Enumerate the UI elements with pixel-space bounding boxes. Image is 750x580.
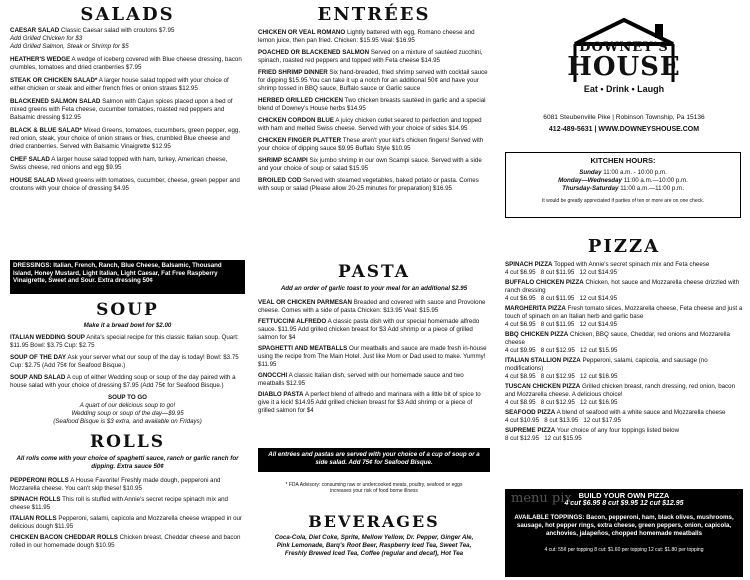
item-description: Chicken breast, Cheddar cheese and bacon rolled in our homemade dough $10.95 — [10, 534, 241, 549]
rolls-heading: ROLLS — [89, 432, 166, 452]
item-description: These aren't your kid's chicken fingers! Served with your choice of dipping sauce $9.95 Buffalo Style $10.95 — [258, 137, 484, 152]
item-description: Your choice of any four toppings listed below — [556, 427, 680, 434]
item-description: Fresh tomato slices, Mozzarella cheese, Feta cheese and just a touch of spinach on an Italian herb and garlic base — [505, 305, 743, 320]
item-name: CHEF SALAD — [10, 156, 50, 163]
menu-item — [505, 331, 743, 355]
menu-item — [258, 391, 490, 415]
item-description: Classic Caesar salad with croutons $7.95 — [60, 27, 175, 34]
menu-item — [258, 177, 490, 193]
item-description: A House Favorite! Freshly made dough, pepperoni and Mozzarella cheese. You can't skip these! $10.95 — [10, 477, 221, 492]
item-name: CHICKEN OR VEAL ROMANO — [258, 29, 346, 36]
item-name: FETTUCCINI ALFREDO — [258, 318, 327, 325]
item-prices: 4 cut $9.95 8 cut $12.95 12 cut $15.95 — [505, 347, 618, 354]
item-prices: 4 cut $6.95 8 cut $11.95 12 cut $14.95 — [505, 321, 618, 328]
item-name: BBQ CHICKEN PIZZA — [505, 331, 569, 338]
menu-item — [10, 534, 245, 550]
item-name: TUSCAN CHICKEN PIZZA — [505, 383, 581, 390]
menu-item — [505, 383, 743, 407]
pasta-list — [258, 299, 490, 415]
menu-item — [258, 137, 490, 153]
item-prices: 4 cut $10.95 8 cut $13.95 12 cut $17.95 — [505, 417, 621, 424]
rolls-section — [10, 432, 245, 553]
item-description: A wedge of iceberg covered with Blue cheese dressing, bacon crumbles, tomatoes and dried cranberries $7.95 — [10, 56, 242, 71]
byo-prices: 4 cut $6.95 8 cut $9.95 12 cut $12.95 — [564, 500, 684, 507]
item-name: ITALIAN ROLLS — [10, 515, 57, 522]
logo-tagline: Eat • Drink • Laugh — [583, 84, 665, 94]
item-name: FRIED SHRIMP DINNER — [258, 69, 328, 76]
item-name: HERBED GRILLED CHICKEN — [258, 97, 343, 104]
pizza-section — [505, 236, 743, 445]
item-name: CAESAR SALAD — [10, 27, 60, 34]
contact: 412-489-5631 | WWW.DOWNEYSHOUSE.COM — [548, 126, 700, 133]
soup-heading: SOUP — [96, 300, 159, 320]
rolls-note: All rolls come with your choice of spaghetti sauce, ranch or garlic ranch for dipping. Extra sauce 50¢ — [16, 455, 239, 470]
beverages-text: Coca-Cola, Diet Coke, Sprite, Mellow Yellow, Dr. Pepper, Ginger Ale, Pink Lemonade, Barq's Root Beer, Raspberry Iced Tea, Sweet Tea, Freshly Brewed Iced Tea, Coffee (regular and decaf), Hot Tea — [274, 534, 474, 557]
menu-item — [505, 357, 743, 381]
pizza-list — [505, 261, 743, 443]
item-description: A larger house salad topped with ham, turkey, American cheese, Swiss cheese, red onions and egg $9.95 — [10, 156, 228, 171]
item-name: ITALIAN STALLION PIZZA — [505, 357, 581, 364]
entrees-heading: ENTRÉES — [317, 4, 431, 25]
menu-item — [10, 354, 245, 370]
pasta-section — [258, 262, 490, 418]
item-name: CHICKEN CORDON BLUE — [258, 117, 334, 124]
item-description: A classic Italian dish, served with our homemade sauce and two meatballs $12.95 — [258, 372, 464, 387]
menu-item — [258, 372, 490, 388]
menu-item — [10, 177, 245, 193]
item-description: Chicken, hot sauce and Mozzarella cheese drizzled with ranch dressing — [505, 279, 740, 294]
hours-note: It would be greatly appreciated if parties of ten or more are on one check. — [541, 198, 705, 204]
item-prices: 8 cut $12.95 12 cut $15.95 — [505, 435, 582, 442]
menu-item — [258, 97, 490, 113]
item-description: Ask your server what our soup of the day is today! Bowl: $3.75 Cup: $2.75 (Add 75¢ for Seafood Bisque.) — [10, 354, 239, 369]
item-description: Served on a mixture of sautéed zucchini, spinach, roasted red peppers and topped with Feta cheese $14.95 — [258, 49, 483, 64]
beverages-heading: BEVERAGES — [308, 512, 440, 531]
hours-day: Sunday — [579, 169, 602, 176]
item-description: Served with steamed vegetables, baked potato or pasta. Comes with soup or salad (Please allow 20-25 minutes for preparation) $16.95 — [258, 177, 479, 192]
item-description: A blend of seafood with a white sauce and Mozzarella cheese — [556, 409, 726, 416]
menu-item — [10, 374, 245, 390]
item-description: Mixed Greens, tomatoes, cucumbers, green pepper, egg, red onion, steak, your choice of onion straws or fries, crumbled Blue cheese and dried cranberries. Served with Balsamic Vinaigrette $12.95 — [10, 127, 241, 150]
menu-item — [258, 49, 490, 65]
address: 6081 Steubenville Pike | Robinson Township, Pa 15136 — [543, 114, 705, 121]
hours-day: Monday—Wednesday — [558, 177, 622, 184]
menu-item — [10, 77, 245, 93]
hours-day: Thursday-Saturday — [562, 185, 619, 192]
menu-item — [505, 305, 743, 329]
item-description: Two chicken breasts sautéed in garlic and a special blend of Downey's House herbs $14.95 — [258, 97, 486, 112]
item-extra: Add Grilled Chicken for $3 Add Grilled Salmon, Steak or Shrimp for $5 — [10, 35, 129, 50]
item-description: A larger house salad topped with your choice of either chicken or steak and either french fries or onion straws $12.95 — [10, 77, 229, 92]
item-name: SEAFOOD PIZZA — [505, 409, 556, 416]
menu-item — [258, 299, 490, 315]
item-description: A classic pasta dish with our special homemade alfredo sauce. $11.95 Add grilled chicken breast for $3 Add shrimp or a piece of grilled salmon for $4 — [258, 318, 480, 341]
hours-time: 11:00 a.m.—10:00 p.m. — [623, 177, 688, 184]
item-prices: 4 cut $8.95 8 cut $12.95 12 cut $16.95 — [505, 399, 618, 406]
item-description: Grilled chicken breast, ranch dressing, red onion, bacon and Mozzarella cheese. A delicious choice! — [505, 383, 736, 398]
fda-advisory: * FDA Advisory: consuming raw or undercooked meats, poultry, seafood or eggs increases your risk of food borne illness — [285, 482, 463, 495]
topping-prices: 4 cut: 55¢ per topping 8 cut: $1.60 per topping 12 cut: $1.80 per topping — [544, 547, 704, 553]
beverages-section — [258, 512, 490, 558]
item-description: Chicken, BBQ sauce, Cheddar, red onions and Mozzarella cheese — [505, 331, 730, 346]
item-name: POACHED OR BLACKENED SALMON — [258, 49, 370, 56]
item-name: PEPPERONI ROLLS — [10, 477, 69, 484]
item-name: SUPREME PIZZA — [505, 427, 556, 434]
dressings-box — [10, 260, 245, 294]
item-name: BLACKENED SALMON SALAD — [10, 98, 101, 105]
item-name: SPINACH ROLLS — [10, 496, 61, 503]
salads-list — [10, 27, 245, 193]
menu-item — [258, 69, 490, 93]
menu-item — [505, 261, 743, 277]
item-name: SOUP AND SALAD — [10, 374, 66, 381]
item-description: Six jumbo shrimp in our own Scampi sauce. Served with a side and your choice of soup or salad $15.95 — [258, 157, 482, 172]
item-description: Mixed greens with tomatoes, cucumber, cheese, green pepper and croutons with your choice of dressing $4.95 — [10, 177, 240, 192]
toppings-text: AVAILABLE TOPPINGS: Bacon, pepperoni, ham, black olives, mushrooms, sausage, hot pepper rings, extra cheese, green peppers, onion, capicola, anchovies, jalapeños, chopped homemade meatballs — [514, 514, 734, 537]
menu-item — [10, 127, 245, 151]
build-your-own-box — [505, 489, 743, 577]
menu-item — [10, 27, 245, 51]
item-name: SPAGHETTI AND MEATBALLS — [258, 345, 348, 352]
menu-item — [10, 156, 245, 172]
menu-item — [10, 98, 245, 122]
hours-time: 11:00 a.m. - 10:00 p.m. — [603, 169, 667, 176]
menu-item — [10, 334, 245, 350]
pizza-heading: PIZZA — [587, 236, 661, 257]
item-description: Salmon with Cajun spices placed upon a bed of mixed greens with Feta cheese, cucumber tomatoes, roasted red peppers and Balsamic dressing $12.95 — [10, 98, 233, 121]
salads-heading: SALADS — [80, 4, 175, 25]
menu-item — [505, 427, 743, 443]
item-prices: 4 cut $6.95 8 cut $11.95 12 cut $14.95 — [505, 295, 618, 302]
menu-item — [10, 496, 245, 512]
salads-section — [10, 4, 245, 198]
item-name: HOUSE SALAD — [10, 177, 56, 184]
item-description: Our meatballs and sauce are made fresh in-house using the recipe from The Main Hotel. Just like Mom or Dad used to make. Yummy! $11.95 — [258, 345, 487, 368]
item-description: Pepperoni, salami, capicola and Mozzarella cheese wrapped in our delicious dough $11.95 — [10, 515, 243, 530]
item-description: A juicy chicken cutlet seared to perfection and topped with ham and melted Swiss cheese. Served with your choice of sides $14.95 — [258, 117, 482, 132]
item-name: SHRIMP SCAMPI — [258, 157, 308, 164]
byo-title: BUILD YOUR OWN PIZZA — [578, 491, 670, 500]
item-name: BLACK & BLUE SALAD* — [10, 127, 82, 134]
pasta-heading: PASTA — [338, 262, 410, 282]
item-description: Lightly battered with egg, Romano cheese and lemon juice, then pan fried. Chicken: $15.95 Veal: $16.95 — [258, 29, 475, 44]
item-description: Breaded and covered with sauce and Provolone cheese. Comes with a side of pasta Chicken: $13.95 Veal: $15.95 — [258, 299, 486, 314]
item-name: MARGHERITA PIZZA — [505, 305, 566, 312]
item-name: SPINACH PIZZA — [505, 261, 553, 268]
dressings-text: DRESSINGS: Italian, French, Ranch, Blue Cheese, Balsamic, Thousand Island, Honey Mustard, Light Italian, Light Caesar, Fat Free Raspberry Vinaigrette, Sweet and Sour. Extra dressing 50¢ — [13, 262, 222, 285]
item-name: STEAK OR CHICKEN SALAD* — [10, 77, 98, 84]
hours-list — [506, 169, 740, 193]
menu-item — [258, 318, 490, 342]
menu-item — [258, 345, 490, 369]
menu-item — [505, 409, 743, 425]
menu-item — [258, 157, 490, 173]
soup-to-go-title: SOUP TO GO — [108, 394, 147, 401]
entrees-section — [258, 4, 490, 197]
item-description: A perfect blend of alfredo and marinara with a little bit of spice to give it a kick! $14.95 Add grilled chicken breast for $3 Add shrimp or a piece of grilled salmon for $4 — [258, 391, 481, 414]
watermark: menu pix — [511, 491, 572, 506]
soup-to-go-text: A quart of our delicious soup to go! Wedding soup or soup of the day—$9.95 (Seafood Bisque is $3 extra, and available on Fridays) — [53, 402, 202, 425]
item-description: Pepperoni, salami, capicola, and sausage (no modifications) — [505, 357, 708, 372]
item-name: ITALIAN WEDDING SOUP — [10, 334, 85, 341]
hours-line — [506, 169, 740, 177]
item-name: BROILED COD — [258, 177, 302, 184]
menu-item — [258, 29, 490, 45]
menu-item — [10, 477, 245, 493]
hours-time: 11:00 a.m.—11:00 p.m. — [620, 185, 684, 192]
item-name: CHICKEN BACON CHEDDAR ROLLS — [10, 534, 118, 541]
hours-line — [506, 177, 740, 185]
item-description: This roll is stuffed with Annie's secret recipe spinach mix and cheese $11.95 — [10, 496, 228, 511]
item-prices: 4 cut $8.95 8 cut $12.95 12 cut $16.95 — [505, 373, 618, 380]
menu-item — [10, 56, 245, 72]
soup-note: Make it a bread bowl for $2.00 — [83, 322, 172, 329]
soup-section — [10, 300, 245, 426]
menu-item — [10, 515, 245, 531]
logo-name-2: HOUSE — [567, 52, 681, 82]
logo-name-1: DOWNEY'S — [579, 40, 669, 55]
item-name: SOUP OF THE DAY — [10, 354, 67, 361]
menu-item — [505, 279, 743, 303]
item-name: VEAL OR CHICKEN PARMESAN — [258, 299, 352, 306]
menu-item — [258, 117, 490, 133]
item-name: BUFFALO CHICKEN PIZZA — [505, 279, 584, 286]
soup-list — [10, 334, 245, 390]
pasta-note: Add an order of garlic toast to your meal for an additional $2.95 — [280, 285, 468, 292]
item-description: Anita's special recipe for this classic Italian soup. Quart: $11.95 Bowl: $3.75 Cup: $2.75 — [10, 334, 239, 349]
logo — [505, 6, 743, 118]
item-description: A cup of either Wedding soup or soup of the day paired with a house salad with your choice of dressing $7.95 (Add 75¢ for Seafood Bisque.) — [10, 374, 236, 389]
item-description: Topped with Annie's secret spinach mix and Feta cheese — [554, 261, 710, 268]
hours-title: KITCHEN HOURS: — [590, 156, 656, 165]
pasta-sides-box — [258, 448, 490, 472]
pasta-sides-text: All entrées and pastas are served with your choice of a cup of soup or a side salad. Add 75¢ for Seafood Bisque. — [268, 451, 480, 466]
item-name: DIABLO PASTA — [258, 391, 304, 398]
entrees-list — [258, 29, 490, 193]
item-description: Six hand-breaded, fried shrimp served with cocktail sauce for dipping $15.95 You can take it up a notch for an additional 50¢ and have your shrimp tossed in BBQ sauce, Buffalo sauce or Garlic sauce — [258, 69, 488, 92]
item-prices: 4 cut $6.95 8 cut $11.95 12 cut $14.95 — [505, 269, 618, 276]
item-name: HEATHER'S WEDGE — [10, 56, 71, 63]
item-name: CHICKEN FINGER PLATTER — [258, 137, 342, 144]
item-name: GNOCCHI — [258, 372, 288, 379]
kitchen-hours-box — [505, 152, 741, 218]
hours-line — [506, 185, 740, 193]
rolls-list — [10, 477, 245, 550]
